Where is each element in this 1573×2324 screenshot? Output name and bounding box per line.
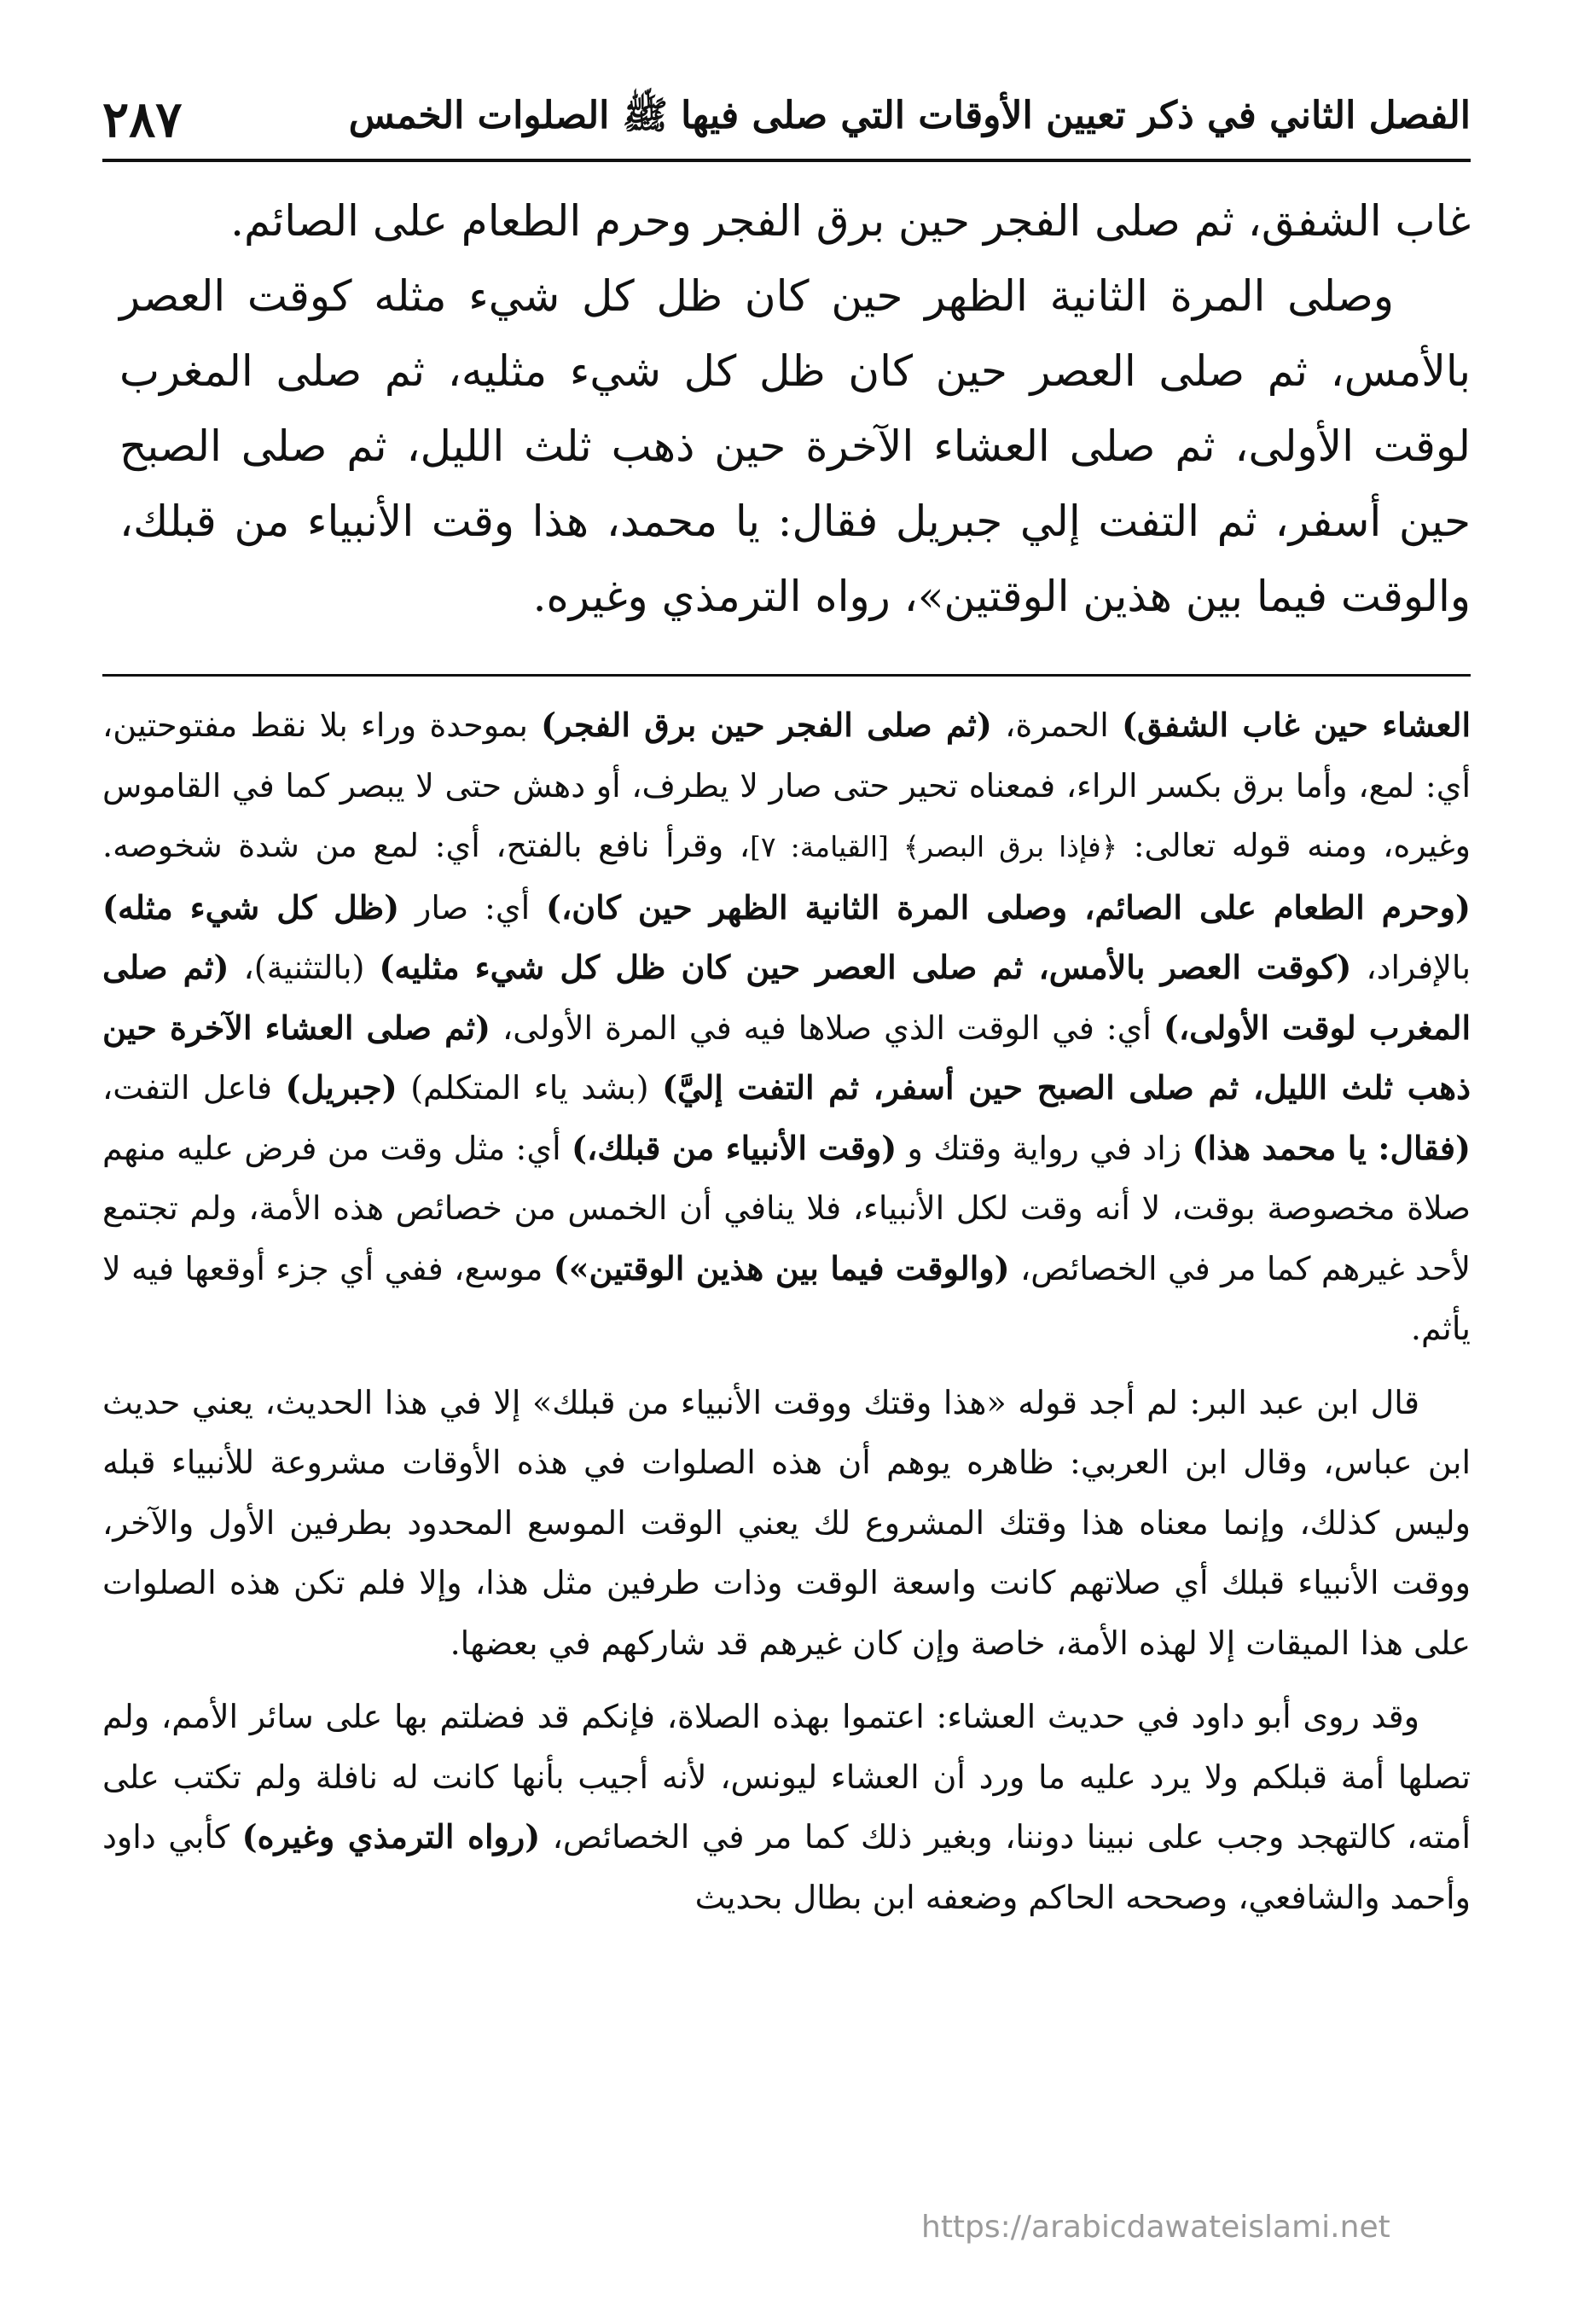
- bold-quote-segment: (رواه الترمذي وغيره): [241, 1817, 541, 1856]
- bold-quote-segment: (ثم صلى العشاء الآخرة حين ذهب ثلث الليل، ثم صلى الصبح حين أسفر، ثم التفت إليَّ): [102, 1008, 1471, 1107]
- commentary-segment: أي: في الوقت الذي صلاها فيه في المرة الأولى،: [490, 1008, 1164, 1047]
- running-title: الفصل الثاني في ذكر تعيين الأوقات التي صلى فيها ﷺ الصلوات الخمس: [348, 94, 1471, 137]
- hadith-paragraph-2: وصلى المرة الثانية الظهر حين كان ظل كل شيء مثله كوقت العصر بالأمس، ثم صلى العصر حين كان ظل كل شيء مثليه، ثم صلى المغرب لوقت الأولى، ثم صلى العشاء الآخرة حين ذهب ثلث الليل، ثم صلى الصبح حين أسفر، ثم التفت إلي جبريل فقال: يا محمد، هذا وقت الأنبياء من قبلك، والوقت فيما بين هذين الوقتين»، رواه الترمذي وغيره.: [119, 271, 1471, 621]
- bold-quote-segment: (جبريل): [285, 1068, 398, 1107]
- commentary-segment: (بشد ياء المتكلم): [397, 1069, 663, 1107]
- bold-quote-segment: (ثم صلى الفجر حين برق الفجر): [541, 706, 992, 744]
- page-header: [102, 85, 1471, 154]
- bold-quote-segment: (وقت الأنبياء من قبلك،): [571, 1128, 897, 1167]
- commentary-segment: أي: صار: [399, 888, 547, 927]
- bold-quote-segment: (فقال: يا محمد هذا): [1192, 1128, 1471, 1167]
- commentary-segment: زاد في رواية وقتك و: [897, 1129, 1193, 1167]
- commentary-paragraph-1: [102, 695, 1471, 1359]
- commentary-paragraph-2: قال ابن عبد البر: لم أجد قوله «هذا وقتك ووقت الأنبياء من قبلك» إلا في هذا الحديث، يعني حديث ابن عباس، وقال ابن العربي: ظاهره يوهم أن هذه الصلوات في هذه الأوقات مشروعة للأنبياء قبله وليس كذلك، وإنما معناه هذا وقتك المشروع لك يعني الوقت الموسع المحدود بطرفين الأول والآخر، ووقت الأنبياء قبلك أي صلاتهم كانت واسعة الوقت وذات طرفين مثل هذا، وإلا فلم تكن هذه الصلوات على هذا الميقات إلا لهذه الأمة، خاصة وإن كان غيرهم قد شاركهم في بعضها.: [102, 1383, 1471, 1662]
- bold-quote-segment: (وحرم الطعام على الصائم، وصلى المرة الثانية الظهر حين كان،): [546, 887, 1471, 927]
- bold-quote-segment: (والوقت فيما بين هذين الوقتين»): [553, 1248, 1010, 1287]
- commentary-segment: الحمرة،: [991, 706, 1123, 744]
- commentary-segment: أي: مثل وقت من فرض عليه منهم صلاة مخصوصة بوقت، لا أنه وقت لكل الأنبياء، فلا ينافي أن الخمس من خصائص هذه الأمة، ولم تجتمع لأحد غيرهم كما مر في الخصائص،: [102, 1129, 1471, 1287]
- commentary-segment: وقد روى أبو داود في حديث العشاء: اعتموا بهذه الصلاة، فإنكم قد فضلتم بها على سائر الأمم، ولم تصلها أمة قبلكم ولا يرد عليه ما ورد أن العشاء ليونس، لأنه أجيب بأنها كانت له نافلة ولم تكتب على أمته، كالتهجد وجب على نبينا دوننا، وبغير ذلك كما مر في الخصائص،: [102, 1698, 1471, 1856]
- commentary-segment: بموحدة وراء بلا نقط مفتوحتين، أي: لمع، وأما برق بكسر الراء، فمعناه تحير حتى صار لا يطرف، أو دهش حتى لا يبصر كما في القاموس وغيره، ومنه قوله تعالى:: [102, 706, 1471, 864]
- commentary-text: [102, 695, 1471, 1941]
- page-number: ٢٨٧: [102, 90, 183, 148]
- commentary-segment: فاعل التفت،: [102, 1069, 286, 1107]
- commentary-segment: كأبي داود وأحمد والشافعي، وصححه الحاكم وضعفه ابن بطال بحديث: [102, 1818, 1471, 1916]
- commentary-segment: بالإفراد،: [1351, 949, 1471, 986]
- quran-citation: ﴿فإذا برق البصر﴾ [القيامة: ٧]: [750, 830, 1118, 863]
- bold-quote-segment: (كوقت العصر بالأمس، ثم صلى العصر حين كان ظل كل شيء مثليه): [379, 948, 1352, 986]
- commentary-paragraph-3: [102, 1687, 1471, 1927]
- footnote-divider: [102, 674, 1471, 677]
- bold-quote-segment: (ظل كل شيء مثله): [102, 887, 400, 927]
- bold-quote-segment: العشاء حين غاب الشفق): [1122, 706, 1471, 744]
- hadith-paragraph-1: غاب الشفق، ثم صلى الفجر حين برق الفجر وحرم الطعام على الصائم.: [230, 196, 1471, 246]
- commentary-segment: موسع، ففي أي جزء أوقعها فيه لا يأثم.: [102, 1249, 1471, 1347]
- hadith-text: [119, 183, 1471, 634]
- bold-quote-segment: (ثم صلى المغرب لوقت الأولى،): [102, 948, 1471, 1047]
- header-rule: [102, 159, 1471, 162]
- commentary-segment: (بالتثنية)،: [229, 949, 380, 986]
- commentary-segment: ، وقرأ نافع بالفتح، أي: لمع من شدة شخوصه.: [102, 827, 751, 864]
- watermark-url: https://arabicdawateislami.net: [921, 2210, 1390, 2245]
